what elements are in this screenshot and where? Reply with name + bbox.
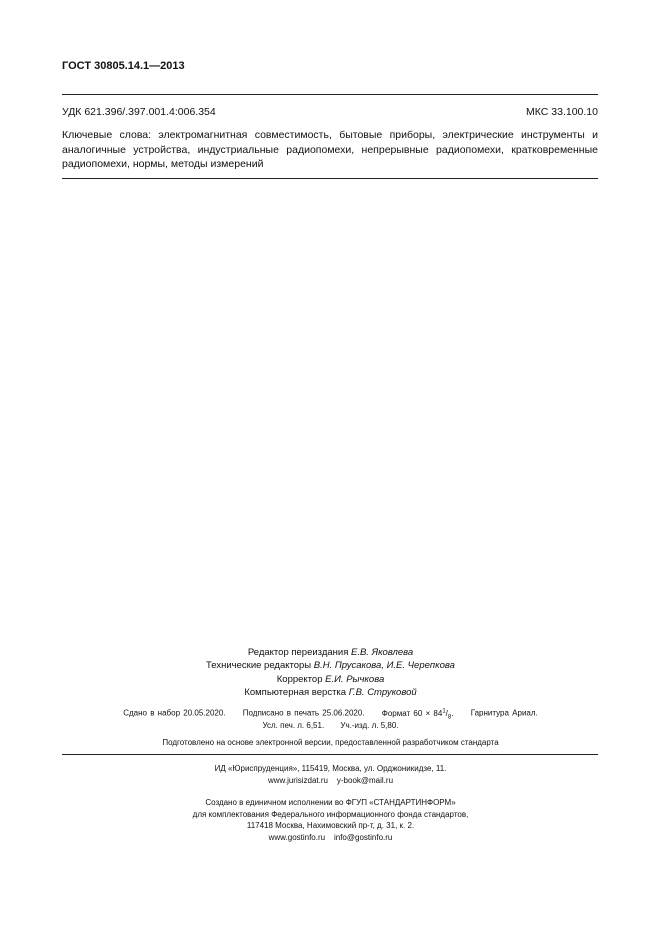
layout-label: Компьютерная верстка [244, 686, 347, 698]
publisher-site-link[interactable]: www.jurisizdat.ru [267, 775, 328, 785]
editor-name: Е.В. Яковлева [351, 647, 414, 658]
corrector-name: Е.И. Рычкова [325, 673, 385, 685]
tech-editors-label: Технические редакторы [206, 660, 312, 672]
corrector-label: Корректор [276, 673, 323, 685]
format-info: Формат $60 \times 84^1/_8$. [381, 708, 454, 721]
top-divider [62, 94, 598, 95]
prepared-note: Подготовлено на основе электронной версии, предоставленной разработчиком стандарта [162, 738, 499, 747]
publisher-block [0, 763, 661, 786]
format-numerator: 1 [442, 708, 446, 714]
credits-block [0, 646, 661, 699]
publisher-contacts [0, 775, 661, 787]
editor-label: Редактор переиздания [247, 647, 349, 658]
typeface-info: Гарнитура Ариал. [470, 708, 538, 718]
layout-name: Г.В. Струковой [348, 686, 417, 698]
publisher-address: ИД «Юриспруденция», 115419, Москва, ул. Орджоникидзе, 11. [214, 764, 447, 773]
keywords-divider [62, 178, 598, 179]
publisher-sheets: Уч.-изд. л. 5,80. [340, 721, 399, 730]
tech-editors-names: В.Н. Прусакова, И.Е. Черепкова [313, 660, 455, 672]
print-sheets: Усл. печ. л. 6,51. [262, 721, 325, 730]
producer-block [0, 797, 661, 843]
editor-line [0, 646, 661, 659]
keywords-paragraph: Ключевые слова: электромагнитная совместимость, бытовые приборы, электрические инструменты и аналогичные устройства, индустриальные радиопомехи, непрерывные радиопомехи, кратковременные радиопомехи, нормы, методы измерений [62, 129, 598, 170]
producer-line-3: 117418 Москва, Нахимовский пр-т, д. 31, к. 2. [246, 821, 415, 830]
tech-editors-line [0, 659, 661, 672]
submitted-date: Сдано в набор 20.05.2020. [123, 708, 226, 718]
corrector-line [0, 673, 661, 686]
publisher-email-link[interactable]: y-book@mail.ru [336, 775, 394, 785]
format-denominator: 8 [447, 714, 452, 721]
format-prefix: Формат 60 × 84 [381, 708, 443, 718]
bottom-divider [62, 754, 598, 755]
print-info-line [0, 708, 661, 720]
signed-date: Подписано в печать 25.06.2020. [242, 708, 365, 718]
udk-code: УДК 621.396/.397.001.4:006.354 [62, 106, 216, 118]
mks-code: МКС 33.100.10 [526, 106, 598, 118]
document-code: ГОСТ 30805.14.1—2013 [62, 60, 185, 72]
producer-email-link[interactable]: info@gostinfo.ru [333, 832, 393, 842]
producer-line-2: для комплектования Федерального информационного фонда стандартов, [192, 809, 469, 819]
sheets-line [0, 721, 661, 730]
producer-site-link[interactable]: www.gostinfo.ru [268, 832, 326, 842]
layout-line [0, 686, 661, 699]
producer-contacts [0, 832, 661, 844]
producer-line-1: Создано в единичном исполнении во ФГУП «СТАНДАРТИНФОРМ» [205, 798, 456, 807]
